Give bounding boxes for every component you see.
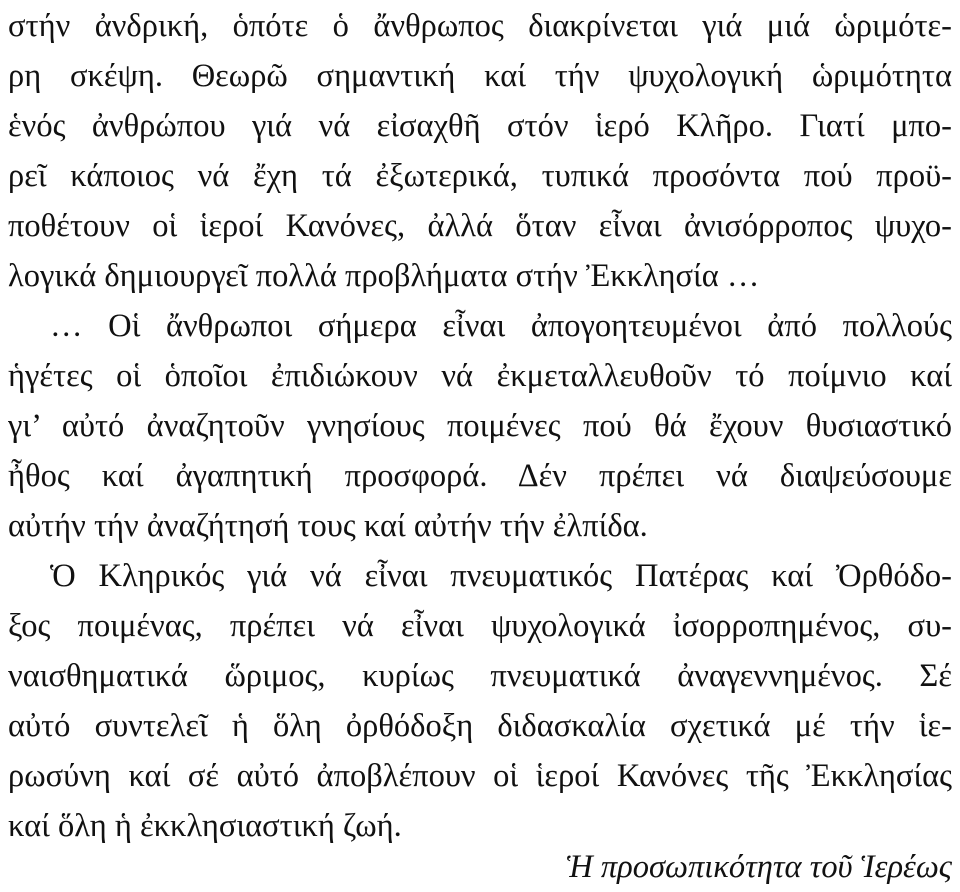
text-line-17: καί ὅλη ἡ ἐκκλησιαστική ζωή.: [8, 808, 402, 844]
text-line-11: αὐτήν τήν ἀναζήτησή τους καί αὐτήν τήν ἐλπίδα.: [8, 508, 648, 544]
text-line-16: ρωσύνη καί σέ αὐτό ἀποβλέπουν οἱ ἱεροί Κανόνες τῆς Ἐκκλησίας: [8, 758, 952, 794]
text-line-5: ποθέτουν οἱ ἱεροί Κανόνες, ἀλλά ὅταν εἶναι ἀνισόρροπος ψυχο-: [8, 208, 952, 244]
text-line-3: ἑνός ἀνθρώπου γιά νά εἰσαχθῆ στόν ἱερό Κλῆρο. Γιατί μπο-: [8, 108, 952, 144]
text-line-10: ἦθος καί ἀγαπητική προσφορά. Δέν πρέπει νά διαψεύσουμε: [8, 458, 952, 494]
text-line-15: αὐτό συντελεῖ ἡ ὅλη ὀρθόδοξη διδασκαλία σχετικά μέ τήν ἱε-: [8, 708, 952, 744]
text-line-14: ναισθηματικά ὥριμος, κυρίως πνευματικά ἀναγεννημένος. Σέ: [8, 658, 952, 694]
text-line-2: ρη σκέψη. Θεωρῶ σημαντική καί τήν ψυχολογική ὡριμότητα: [8, 58, 952, 94]
text-line-6: λογικά δημιουργεῖ πολλά προβλήματα στήν Ἐκκλησία …: [8, 258, 760, 294]
text-line-1: στήν ἀνδρική, ὁπότε ὁ ἄνθρωπος διακρίνεται γιά μιά ὡριμότε-: [8, 8, 952, 44]
text-line-8: ἡγέτες οἱ ὁποῖοι ἐπιδιώκουν νά ἐκμεταλλευθοῦν τό ποίμνιο καί: [8, 358, 952, 394]
text-line-12: Ὁ Κληρικός γιά νά εἶναι πνευματικός Πατέρας καί Ὀρθόδο-: [50, 558, 952, 594]
text-line-13: ξος ποιμένας, πρέπει νά εἶναι ψυχολογικά ἰσορροπημένος, συ-: [8, 608, 952, 644]
text-line-4: ρεῖ κάποιος νά ἔχη τά ἐξωτερικά, τυπικά προσόντα πού προϋ-: [8, 158, 952, 194]
text-line-7: … Οἱ ἄνθρωποι σήμερα εἶναι ἀπογοητευμένοι ἀπό πολλούς: [50, 308, 952, 344]
text-line-9: γι’ αὐτό ἀναζητοῦν γνησίους ποιμένες πού θά ἔχουν θυσιαστικό: [8, 408, 952, 444]
source-attribution: Ἡ προσωπικότητα τοῦ Ἱερέως: [566, 849, 952, 885]
